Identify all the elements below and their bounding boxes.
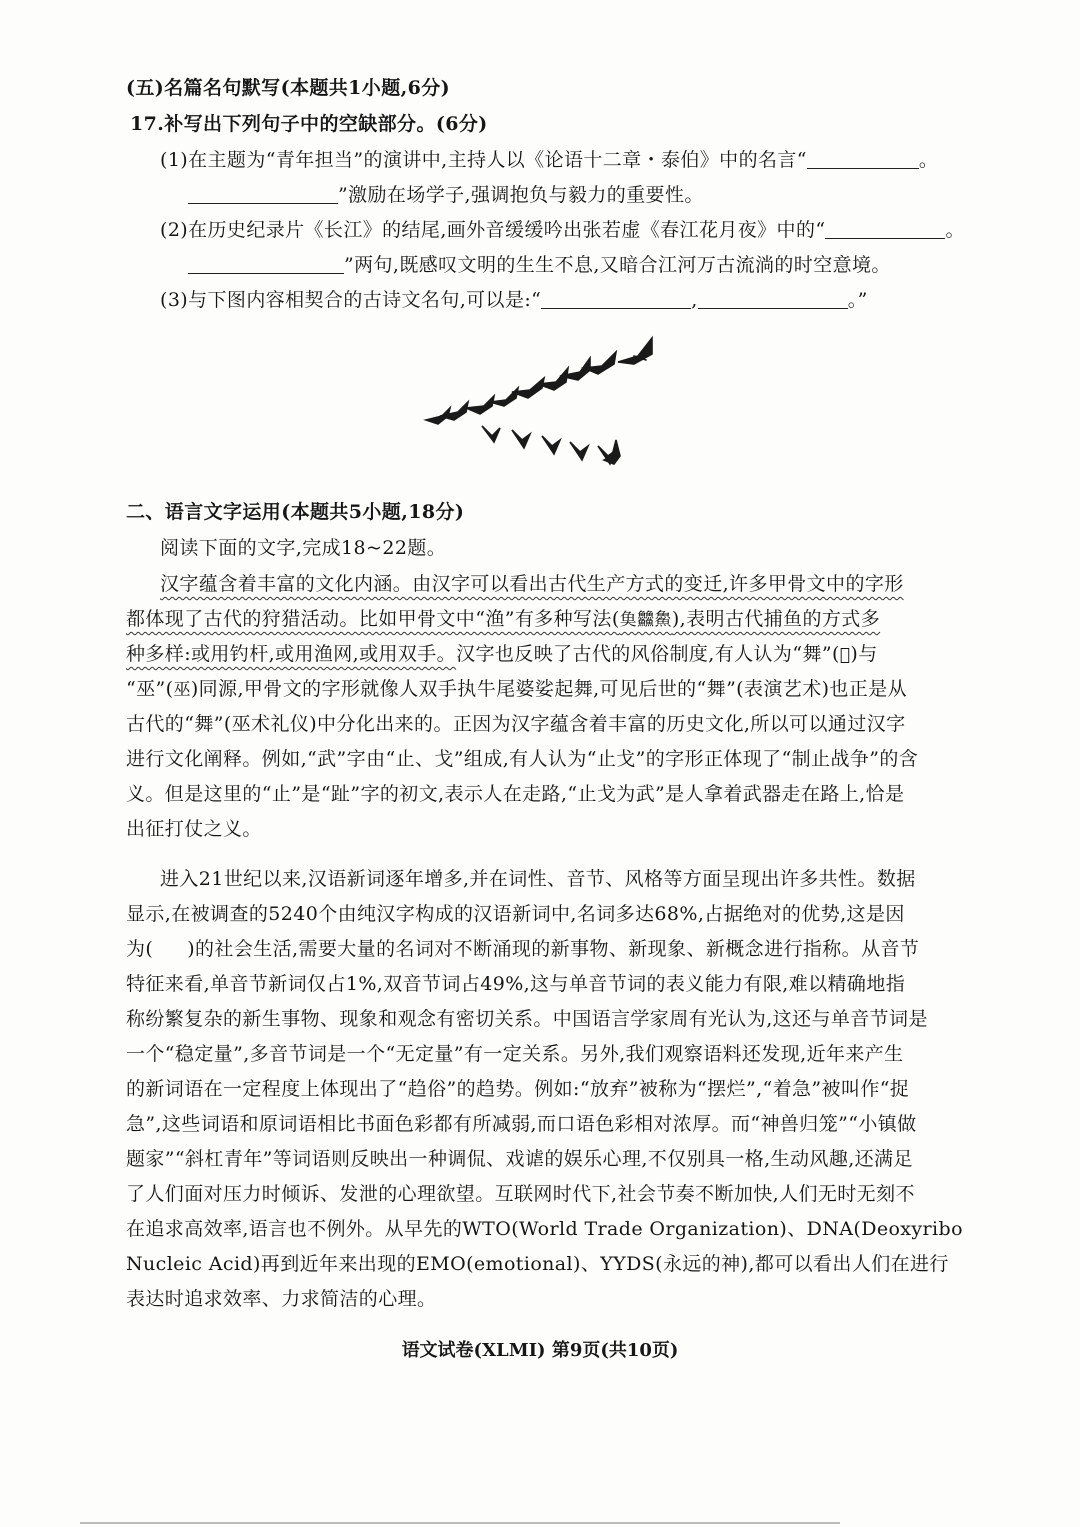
paragraph-line: 急”,这些词语和原词语相比书面色彩都有所减弱,而口语色彩相对浓厚。而“神兽归笼”“小镇做 <box>126 1113 917 1135</box>
paragraph-line <box>126 604 958 635</box>
text: 为( <box>126 938 154 960</box>
section-heading: (五)名篇名句默写(本题共1小题,6分) <box>126 77 451 99</box>
paragraph-line: 一个“稳定量”,多音节词是一个“无定量”有一定关系。另外,我们观察语料还发现,近年来产生 <box>126 1043 904 1065</box>
text: ),表明古代捕鱼的方式多 <box>671 608 881 630</box>
paragraph-line: Nucleic Acid)再到近年来出现的EMO(emotional)、YYDS(永远的神),都可以看出人们在进行 <box>126 1253 949 1275</box>
paragraph-line: 义。但是这里的“止”是“趾”字的初文,表示人在走路,“止戈为武”是人拿着武器走在路上,恰是 <box>126 783 905 805</box>
item-text: ”两句,既感叹文明的生生不息,又暗合江河万古流淌的时空意境。 <box>344 254 891 276</box>
paragraph-line: 进行文化阐释。例如,“武”字由“止、戈”组成,有人认为“止戈”的字形正体现了“制止战争”的含 <box>126 748 919 770</box>
punct: 。 <box>918 149 939 171</box>
item-text: (3)与下图内容相契合的古诗文名句,可以是:“ <box>160 289 542 311</box>
answer-blank[interactable] <box>188 185 338 204</box>
paragraph-line: 了人们面对压力时倾诉、发泄的心理欲望。互联网时代下,社会节奏不断加快,人们无时无刻不 <box>126 1183 915 1205</box>
paragraph-line: 在追求高效率,语言也不例外。从早先的WTO(World Trade Organization)、DNA(Deoxyribo <box>126 1218 963 1240</box>
instruction: 阅读下面的文字,完成18~22题。 <box>160 537 447 559</box>
paragraph-line <box>126 674 958 705</box>
text: 都体现了古代的狩猎活动。比如甲骨文中“渔”有多种写法( <box>126 608 620 630</box>
text: )的社会生活,需要大量的名词对不断涌现的新事物、新现象、新概念进行指称。从音节 <box>187 938 920 960</box>
page-footer: 语文试卷(XLMI) 第9页(共10页) <box>401 1340 679 1361</box>
question-item-2b <box>188 250 1020 280</box>
question-item-1b <box>188 180 1020 210</box>
page-edge-divider <box>80 1522 840 1524</box>
answer-blank[interactable] <box>188 255 344 274</box>
paragraph-line: 出征打仗之义。 <box>126 818 262 840</box>
oracle-glyph: 𩵋䲜𩺰 <box>619 610 672 630</box>
punct: 。 <box>945 219 965 241</box>
paragraph-line: 特征来看,单音节新词仅占1%,双音节词占49%,这与单音节词的表义能力有限,难以精确地指 <box>126 973 906 995</box>
paragraph-line: 进入21世纪以来,汉语新词逐年增多,并在词性、音节、风格等方面呈现出许多共性。数据 <box>160 868 916 890</box>
question-stem: 17.补写出下列句子中的空缺部分。(6分) <box>130 113 488 135</box>
oracle-glyph: 巫 <box>173 680 191 700</box>
item-text: (1)在主题为“青年担当”的演讲中,主持人以《论语十二章・泰伯》中的名言“ <box>160 149 807 171</box>
question-item-3 <box>160 285 992 315</box>
question-item-1a <box>160 145 992 175</box>
paragraph-line: 古代的“舞”(巫术礼仪)中分化出来的。正因为汉字蕴含着丰富的历史文化,所以可以通过汉字 <box>126 713 906 735</box>
section-heading: 二、语言文字运用(本题共5小题,18分) <box>126 501 465 523</box>
paragraph-line: 汉字蕴含着丰富的文化内涵。由汉字可以看出古代生产方式的变迁,许多甲骨文中的字形 <box>160 573 904 595</box>
text: 汉字也反映了古代的风俗制度,有人认为“舞”( <box>456 643 840 665</box>
paragraph-line <box>126 639 958 670</box>
answer-blank[interactable] <box>807 150 919 169</box>
text: )与 <box>850 643 878 665</box>
punct: , <box>691 289 698 311</box>
question-item-2a <box>160 215 992 245</box>
item-text: (2)在历史纪录片《长江》的结尾,画外音缓缓吟出张若虚《春江花月夜》中的“ <box>160 219 826 241</box>
answer-blank[interactable] <box>825 220 945 239</box>
paragraph-line: 显示,在被调查的5240个由纯汉字构成的汉语新词中,名词多达68%,占据绝对的优势,这是因 <box>126 903 905 925</box>
answer-blank[interactable] <box>698 290 848 309</box>
text: )同源,甲骨文的字形就像人双手执牛尾婆娑起舞,可见后世的“舞”(表演艺术)也正是从 <box>190 678 908 700</box>
oracle-glyph: 𠁻 <box>839 645 851 665</box>
paragraph-line: 题家”“斜杠青年”等词语则反映出一种调侃、戏谑的娱乐心理,不仅别具一格,生动风趣,还满足 <box>126 1148 913 1170</box>
flying-geese-icon <box>420 330 680 475</box>
paragraph-line <box>126 934 958 964</box>
text: 种多样:或用钓杆,或用渔网,或用双手。 <box>126 643 457 665</box>
paragraph-line: 的新词语在一定程度上体现出了“趋俗”的趋势。例如:“放弃”被称为“摆烂”,“着急”被叫作“捉 <box>126 1078 910 1100</box>
answer-blank[interactable] <box>541 290 691 309</box>
paragraph-line: 表达时追求效率、力求简洁的心理。 <box>126 1288 437 1310</box>
punct: 。” <box>847 289 868 311</box>
paragraph-line: 称纷繁复杂的新生事物、现象和观念有密切关系。中国语言学家周有光认为,这还与单音节词是 <box>126 1008 928 1030</box>
text: “巫”( <box>126 678 174 700</box>
item-text: ”激励在场学子,强调抱负与毅力的重要性。 <box>338 184 704 206</box>
